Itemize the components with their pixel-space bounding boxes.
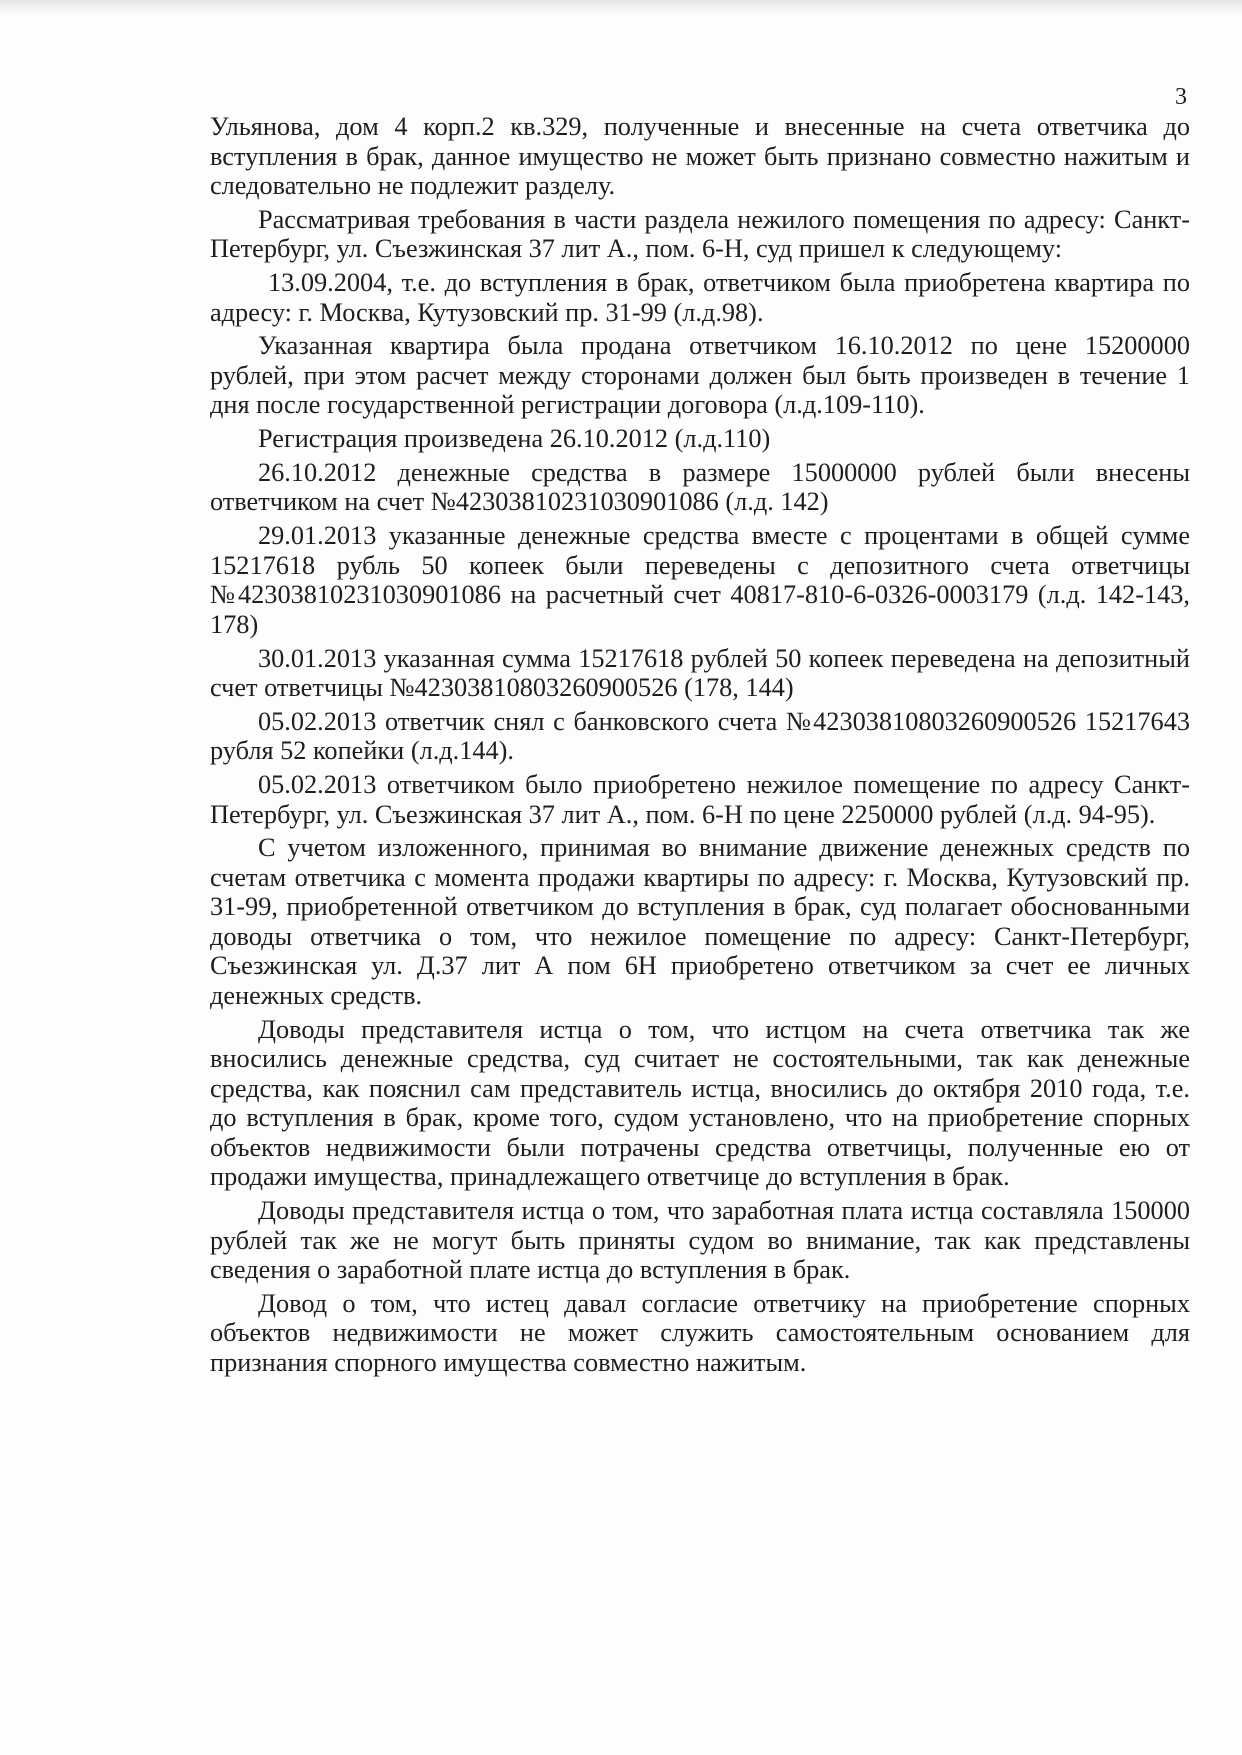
paragraph-continuation: Ульянова, дом 4 корп.2 кв.329, полученные и внесенные на счета ответчика до вступления в брак, данное имущество не может быть признано совместно нажитым и следовательно не подлежит разделу. [210, 112, 1190, 200]
paragraph-deposit: 26.10.2012 денежные средства в размере 15000000 рублей были внесены ответчиком на счет №42303810231030901086 (л.д. 142) [210, 457, 1190, 517]
paragraph-withdrawal: 05.02.2013 ответчик снял с банковского счета №42303810803260900526 15217643 рубля 52 копейки (л.д.144). [210, 706, 1190, 766]
scan-top-edge [0, 0, 1242, 14]
paragraph-conclusion: С учетом изложенного, принимая во внимание движение денежных средств по счетам ответчика с момента продажи квартиры по адресу: г. Москва, Кутузовский пр. 31-99, приобретенной ответчиком до вступления в брак, суд полагает обоснованными доводы ответчика о том, что нежилое помещение по адресу: Санкт-Петербург, Съезжинская ул. Д.37 лит А пом 6Н приобретено ответчиком за счет ее личных денежных средств. [210, 833, 1190, 1010]
paragraph-apartment-sale: Указанная квартира была продана ответчиком 16.10.2012 по цене 15200000 рублей, при этом расчет между сторонами должен был быть произведен в течение 1 дня после государственной регистрации договора (л.д.109-110). [210, 331, 1190, 420]
paragraph-plaintiff-arguments: Доводы представителя истца о том, что истцом на счета ответчика так же вносились денежные средства, суд считает не состоятельными, так как денежные средства, как пояснил сам представитель истца, вносились до октября 2010 года, т.е. до вступления в брак, кроме того, судом установлено, что на приобретение спорных объектов недвижимости были потрачены средства ответчицы, полученные ею от продажи имущества, принадлежащего ответчице до вступления в брак. [210, 1014, 1190, 1192]
paragraph-transfer-1: 29.01.2013 указанные денежные средства вместе с процентами в общей сумме 15217618 рубль 50 копеек были переведены с депозитного счета ответчицы №42303810231030901086 на расчетный счет 40817-810-6-0326-0003179 (л.д. 142-143, 178) [210, 521, 1190, 639]
paragraph-requirements: Рассматривая требования в части раздела нежилого помещения по адресу: Санкт-Петербург, ул. Съезжинская 37 лит А., пом. 6-Н, суд пришел к следующему: [210, 204, 1190, 264]
paragraph-premises-purchase: 05.02.2013 ответчиком было приобретено нежилое помещение по адресу Санкт-Петербург, ул. Съезжинская 37 лит А., пом. 6-Н по цене 2250000 рублей (л.д. 94-95). [210, 770, 1190, 829]
page-number: 3 [1175, 84, 1187, 110]
paragraph-registration: Регистрация произведена 26.10.2012 (л.д.110) [258, 424, 771, 454]
paragraph-salary-arguments: Доводы представителя истца о том, что заработная плата истца составляла 150000 рублей так же не могут быть приняты судом во внимание, так как представлены сведения о заработной плате истца до вступления в брак. [210, 1196, 1190, 1285]
paragraph-consent-argument: Довод о том, что истец давал согласие ответчику на приобретение спорных объектов недвижимости не может служить самостоятельным основанием для признания спорного имущества совместно нажитым. [210, 1288, 1190, 1377]
paragraph-transfer-2: 30.01.2013 указанная сумма 15217618 рублей 50 копеек переведена на депозитный счет ответчицы №42303810803260900526 (178, 144) [210, 643, 1190, 703]
paragraph-apartment-purchase: 13.09.2004, т.е. до вступления в брак, ответчиком была приобретена квартира по адресу: г. Москва, Кутузовский пр. 31-99 (л.д.98). [210, 268, 1190, 327]
document-body [210, 112, 1190, 1377]
